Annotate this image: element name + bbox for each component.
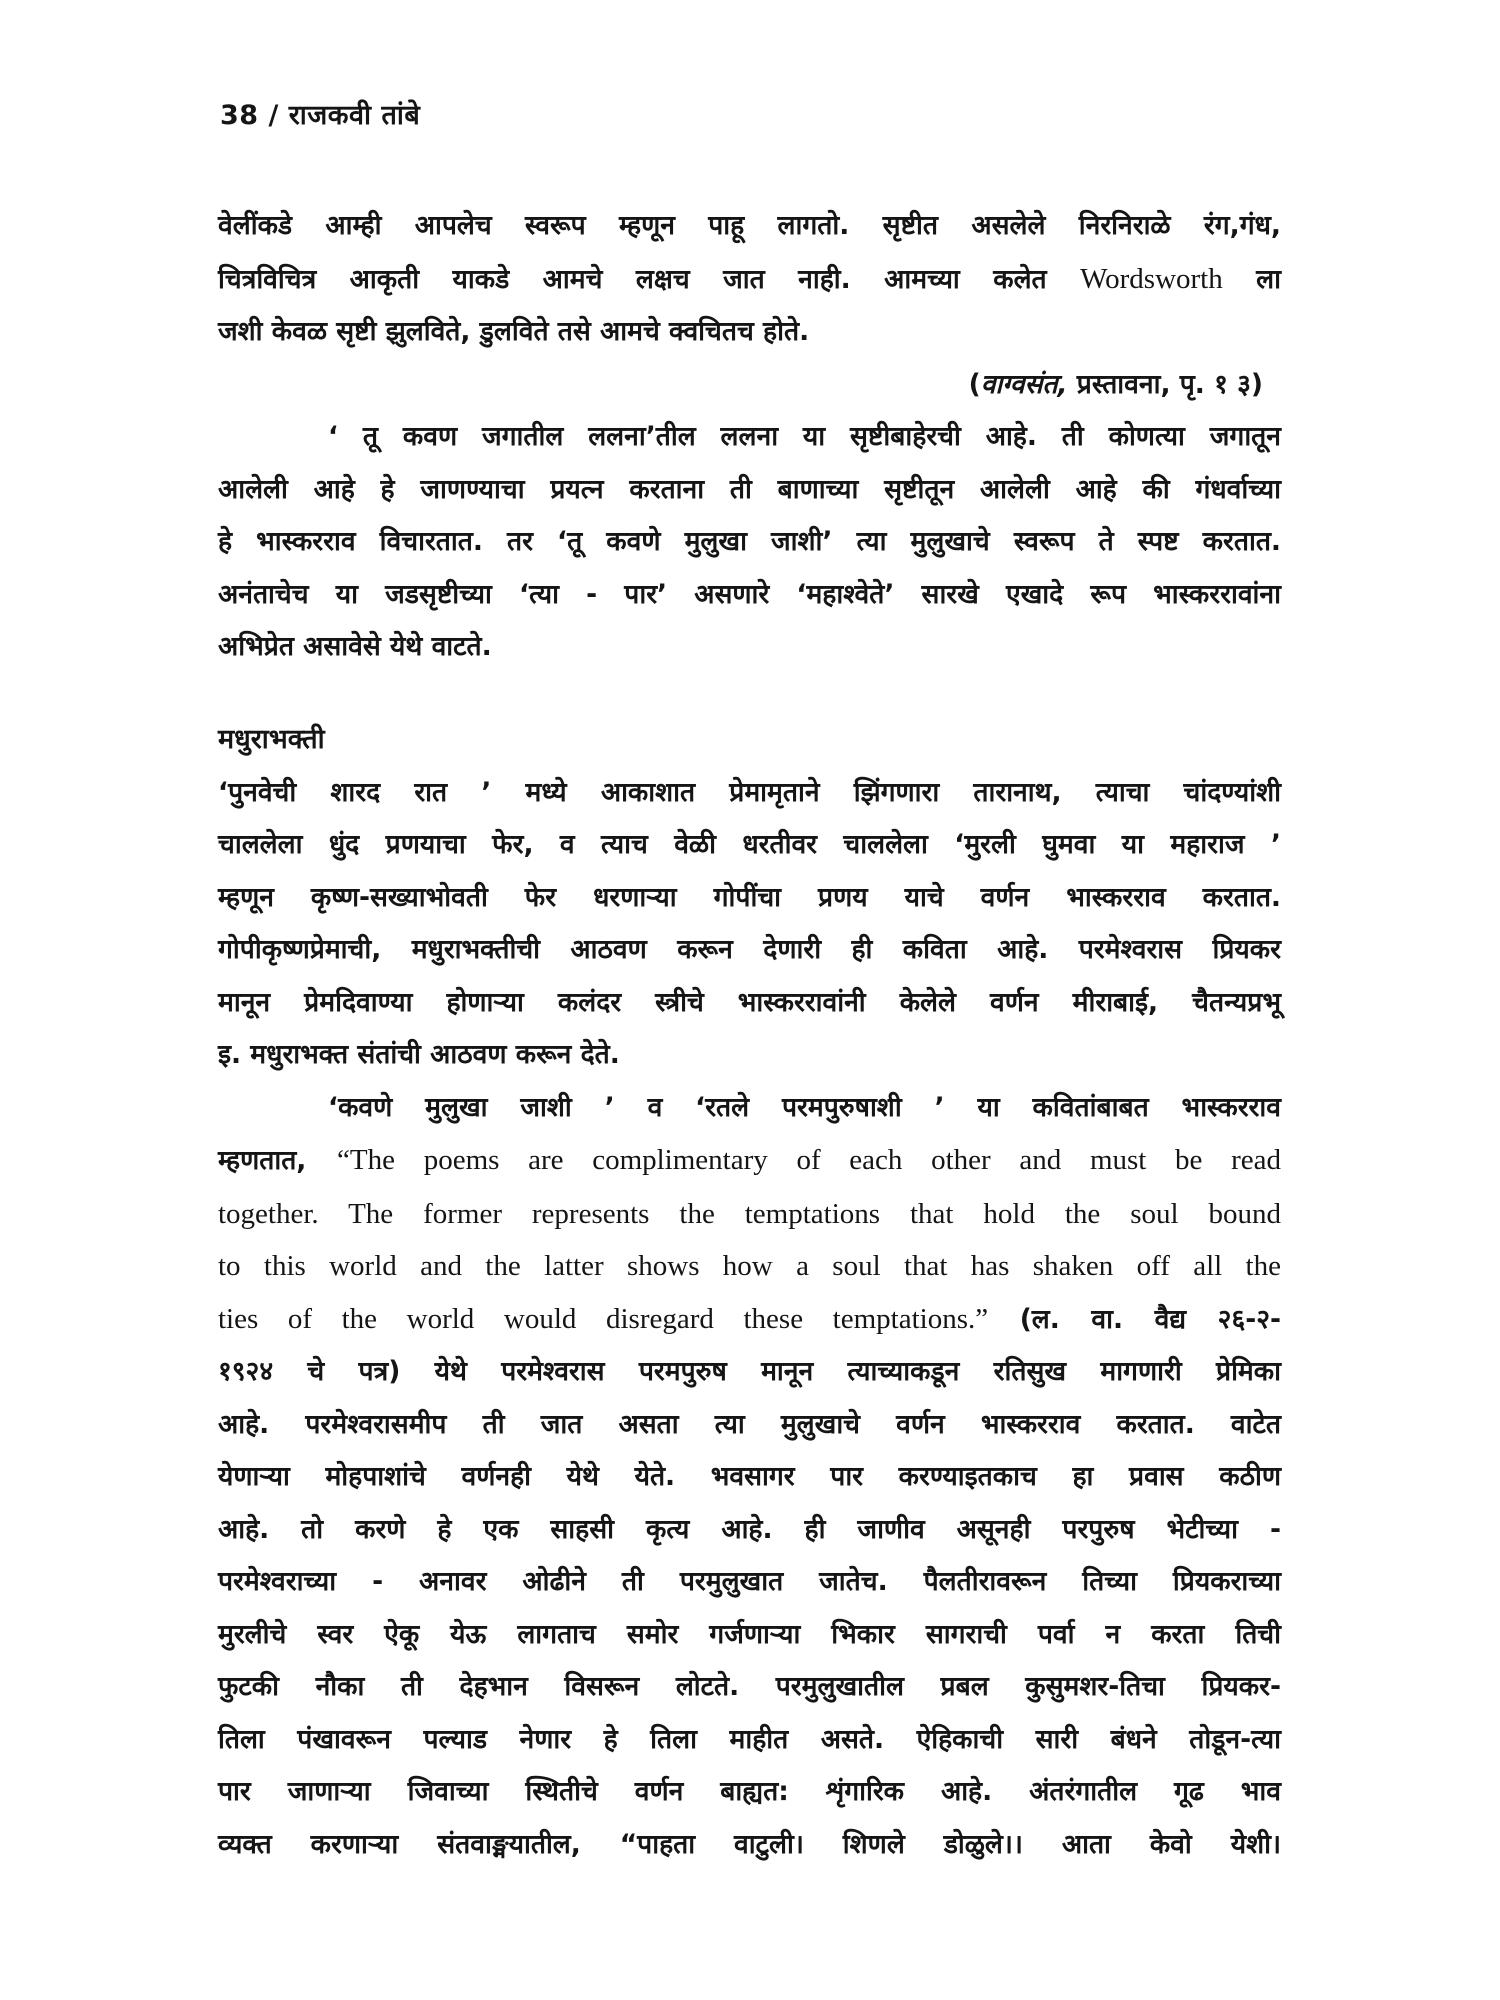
text-line: तिला पंखावरून पल्याड नेणार हे तिला माहीत असते. ऐहिकाची सारी बंधने तोडून-त्या — [218, 1723, 1281, 1755]
text-line: मुरलीचे स्वर ऐकू येऊ लागताच समोर गर्जणाऱ्या भिकार सागराची पर्वा न करता तिची — [218, 1618, 1281, 1650]
text-block-top — [218, 200, 1281, 674]
text-line: आलेली आहे हे जाणण्याचा प्रयत्न करताना ती बाणाच्या सृष्टीतून आलेली आहे की गंधर्वाच्या — [218, 473, 1281, 505]
text-line: आहे. तो करणे हे एक साहसी कृत्य आहे. ही जाणीव असूनही परपुरुष भेटीच्या - — [218, 1513, 1281, 1545]
text-line: चाललेला धुंद प्रणयाचा फेर, व त्याच वेळी धरतीवर चाललेला ‘मुरली घुमवा या महाराज ’ — [218, 829, 1281, 860]
english-word: Wordsworth — [1080, 262, 1223, 295]
text-line — [218, 1293, 1281, 1347]
text-line: अनंताचेच या जडसृष्टीच्या ‘त्या - पार’ असणारे ‘महाश्वेते’ सारखे एखादे रूप भास्कररावांना — [218, 578, 1281, 610]
english-line: to this world and the latter shows how a soul that has shaken off all the — [218, 1250, 1281, 1282]
citation-title: वाग्वसंत, — [980, 368, 1068, 400]
text-line: पार जाणाऱ्या जिवाच्या स्थितीचे वर्णन बाह्यत: शृंगारिक आहे. अंतरंगातील गूढ भाव — [218, 1776, 1281, 1807]
text-line: अभिप्रेत असावेसे येथे वाटते. — [218, 631, 492, 662]
running-head: 38 / राजकवी तांबे — [220, 100, 421, 131]
text-line: मानून प्रेमदिवाण्या होणाऱ्या कलंदर स्त्रीचे भास्कररावांनी केलेले वर्णन मीराबाई, चैतन्यप्रभू — [218, 986, 1281, 1018]
text-line: ‘ तू कवण जगातील ललना’तील ललना या सृष्टीबाहेरची आहे. ती कोणत्या जगातून — [328, 421, 1281, 452]
english-quote: “The poems are complimentary of each other and must be read — [337, 1144, 1281, 1176]
text-span: चित्रविचित्र आकृती याकडे आमचे लक्षच जात नाही. आमच्या कलेत — [218, 263, 1081, 295]
citation — [218, 359, 1281, 412]
text-line: गोपीकृष्णप्रेमाची, मधुराभक्तीची आठवण करून देणारी ही कविता आहे. परमेश्वरास प्रियकर — [218, 934, 1281, 965]
text-span: (ल. वा. वैद्य २६-२- — [988, 1303, 1281, 1335]
text-line — [218, 1134, 1281, 1188]
section-heading: मधुराभक्ती — [218, 724, 325, 755]
text-line: इ. मधुराभक्त संतांची आठवण करून देते. — [218, 1039, 620, 1070]
text-block-section — [218, 714, 1281, 1871]
text-line: वेलींकडे आम्ही आपलेच स्वरूप म्हणून पाहू लागतो. सृष्टीत असलेले निरनिराळे रंग,गंध, — [218, 210, 1281, 241]
citation-open: ( — [968, 368, 981, 400]
text-line: आहे. परमेश्वरासमीप ती जात असता त्या मुलुखाचे वर्णन भास्करराव करतात. वाटेत — [218, 1408, 1281, 1440]
text-line: जशी केवळ सृष्टी झुलविते, डुलविते तसे आमचे क्वचितच होते. — [218, 316, 810, 347]
text-line: १९२४ चे पत्र) येथे परमेश्वरास परमपुरुष मानून त्याच्याकडून रतिसुख मागणारी प्रेमिका — [218, 1356, 1281, 1387]
text-line: फुटकी नौका ती देहभान विसरून लोटते. परमुलुखातील प्रबल कुसुमशर-तिचा प्रियकर- — [218, 1671, 1281, 1702]
text-span: ला — [1222, 263, 1281, 295]
english-quote: ties of the world would disregard these temptations.” — [218, 1302, 989, 1335]
text-span: म्हणतात, — [218, 1145, 338, 1176]
text-line — [218, 253, 1281, 307]
text-line: म्हणून कृष्ण-सख्याभोवती फेर धरणाऱ्या गोपींचा प्रणय याचे वर्णन भास्करराव करतात. — [218, 881, 1281, 913]
text-line: हे भास्करराव विचारतात. तर ‘तू कवणे मुलुखा जाशी’ त्या मुलुखाचे स्वरूप ते स्पष्ट करतात. — [218, 526, 1281, 557]
text-line: येणाऱ्या मोहपाशांचे वर्णनही येथे येते. भवसागर पार करण्याइतकाच हा प्रवास कठीण — [218, 1461, 1281, 1492]
text-line: परमेश्वराच्या - अनावर ओढीने ती परमुलुखात जातेच. पैलतीरावरून तिच्या प्रियकराच्या — [218, 1566, 1281, 1597]
citation-rest: प्रस्तावना, पृ. १ ३) — [1067, 368, 1263, 400]
text-line: व्यक्त करणाऱ्या संतवाङ्मयातील, “पाहता वाटुली। शिणले डोळुले।। आता केवो येशी। — [218, 1828, 1281, 1860]
text-line: ‘कवणे मुलुखा जाशी ’ व ‘रतले परमपुरुषाशी ’ या कवितांबाबत भास्करराव — [328, 1091, 1281, 1123]
text-line: ‘पुनवेची शारद रात ’ मध्ये आकाशात प्रेमामृताने झिंगणारा तारानाथ, त्याचा चांदण्यांशी — [218, 776, 1281, 808]
english-line: together. The former represents the temptations that hold the soul bound — [218, 1197, 1281, 1230]
